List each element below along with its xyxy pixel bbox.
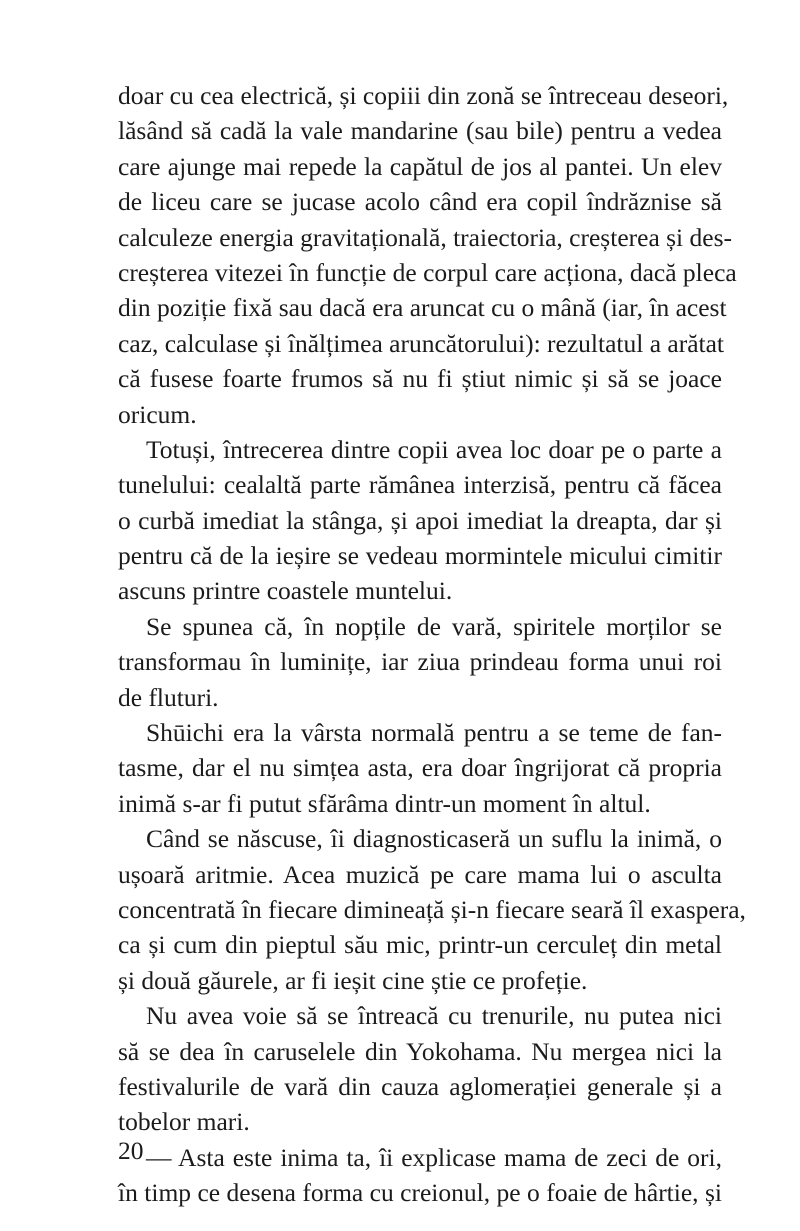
text-line: de liceu care se jucase acolo când era copil îndrăznise să (118, 187, 722, 217)
text-line: Shūichi era la vârsta normală pentru a se teme de fan- (146, 718, 722, 748)
text-line: inimă s-ar fi putut sfărâma dintr-un moment în altul. (118, 788, 651, 818)
text-line: ascuns printre coastele muntelui. (118, 576, 453, 606)
text-line: lăsând să cadă la vale mandarine (sau bile) pentru a vedea (118, 116, 722, 146)
text-line: ușoară aritmie. Acea muzică pe care mama lui o asculta (118, 859, 722, 889)
text-line: și două găurele, ar fi ieșit cine știe ce profeție. (118, 965, 588, 995)
text-line: oricum. (118, 399, 197, 429)
text-line: pentru că de la ieșire se vedeau mormintele micului cimitir (118, 541, 722, 571)
text-line: în timp ce desena forma cu creionul, pe o foaie de hârtie, și (118, 1178, 722, 1208)
text-line: creșterea vitezei în funcție de corpul care acționa, dacă pleca (118, 257, 737, 287)
text-line: — Asta este inima ta, îi explicase mama de zeci de ori, (146, 1142, 722, 1172)
text-line: din poziție fixă sau dacă era aruncat cu o mână (iar, în acest (118, 293, 727, 323)
text-line: de fluturi. (118, 682, 219, 712)
text-line: ca și cum din pieptul său mic, printr-un cerculeț din metal (118, 930, 722, 960)
body-text (118, 78, 746, 1211)
text-line: Totuși, întrecerea dintre copii avea loc doar pe o parte a (146, 434, 722, 464)
text-line: tunelului: cealaltă parte rămânea interzisă, pentru că făcea (118, 470, 722, 500)
text-line: transformau în luminițe, iar ziua prindeau forma unui roi (118, 647, 722, 677)
text-line: care ajunge mai repede la capătul de jos al pantei. Un elev (118, 151, 722, 181)
text-line: festivalurile de vară din cauza aglomerației generale și a (118, 1071, 722, 1101)
text-line: să se dea în caruselele din Yokohama. Nu mergea nici la (118, 1036, 722, 1066)
text-line: că fusese foarte frumos să nu fi știut nimic și să se joace (118, 364, 722, 394)
text-line: caz, calculase și înălțimea aruncătorului): rezultatul a arătat (118, 328, 725, 358)
text-line: doar cu cea electrică, și copiii din zonă se întreceau deseori, (118, 81, 729, 110)
text-line: Când se născuse, îi diagnosticaseră un suflu la inimă, o (146, 824, 722, 854)
text-line: tobelor mari. (118, 1107, 250, 1137)
text-line: concentrată în fiecare dimineață și-n fiecare seară îl exaspera, (118, 894, 746, 924)
text-line: calculeze energia gravitațională, traiectoria, creșterea și des- (118, 222, 733, 252)
page-number: 20 (118, 1136, 144, 1165)
text-line: tasme, dar el nu simțea asta, era doar îngrijorat că propria (118, 753, 722, 783)
text-line: Se spunea că, în nopțile de vară, spiritele morților se (146, 611, 722, 641)
text-line: Nu avea voie să se întreacă cu trenurile, nu putea nici (146, 1001, 722, 1031)
text-line: o curbă imediat la stânga, și apoi imediat la dreapta, dar și (118, 505, 722, 535)
